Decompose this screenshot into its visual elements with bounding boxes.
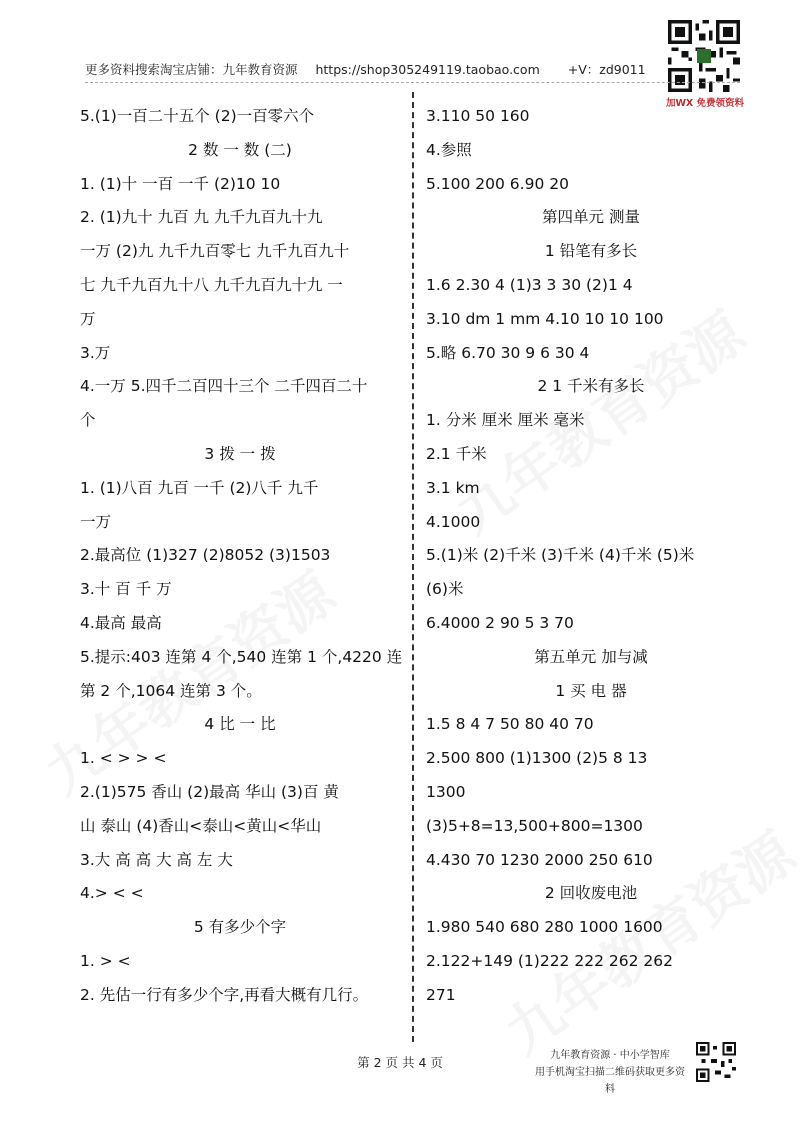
answer-line: (3)5+8=13,500+800=1300 <box>426 816 643 835</box>
answer-line: 1.5 8 4 7 50 80 40 70 <box>426 715 594 734</box>
answer-line: 1300 <box>426 782 466 801</box>
answer-line: 山 泰山 (4)香山<泰山<黄山<华山 <box>80 816 322 835</box>
answer-line: 4.一万 5.四千二百四十三个 二千四百二十 <box>80 377 368 396</box>
answer-line: 万 <box>80 309 96 328</box>
answer-line: 3.1 km <box>426 478 480 497</box>
answer-line: 1. 分米 厘米 厘米 毫米 <box>426 411 585 430</box>
small-qr-code-icon <box>696 1042 736 1082</box>
section-heading: 3 拨 一 拨 <box>204 444 276 463</box>
footer-note-line1: 九年教育资源 · 中小学智库 <box>550 1050 670 1061</box>
answer-line: 6.4000 2 90 5 3 70 <box>426 613 574 632</box>
section-heading: 第四单元 测量 <box>542 208 640 227</box>
answer-line: 2.1 千米 <box>426 444 487 463</box>
section-heading: 2 回收废电池 <box>544 884 638 903</box>
answer-line: 2.最高位 (1)327 (2)8052 (3)1503 <box>80 546 331 565</box>
left-column <box>80 100 403 1013</box>
footer-note-line2: 用手机淘宝扫描二维码获取更多资料 <box>535 1067 685 1095</box>
section-heading: 1 铅笔有多长 <box>544 242 638 261</box>
section-heading: 2 1 千米有多长 <box>537 377 645 396</box>
answer-line: 3.10 dm 1 mm 4.10 10 10 100 <box>426 309 664 328</box>
answer-line: 一万 <box>80 512 112 531</box>
answer-line: 2.122+149 (1)222 222 262 262 <box>426 951 673 970</box>
answer-line: 个 <box>80 411 96 430</box>
header-shop-text: 更多资料搜索淘宝店铺：九年教育资源 <box>85 62 298 77</box>
answer-line: 1. (1)八百 九百 一千 (2)八千 九千 <box>80 478 319 497</box>
qr-caption: 加WX 免费领资料 <box>665 98 745 109</box>
header-url-link[interactable]: https://shop305249119.taobao.com <box>315 62 540 77</box>
footer-note <box>535 1047 685 1098</box>
answer-line: 2.(1)575 香山 (2)最高 华山 (3)百 黄 <box>80 782 339 801</box>
column-divider <box>412 92 414 1042</box>
section-heading: 5 有多少个字 <box>193 918 287 937</box>
answer-line: 1. > < <box>80 951 131 970</box>
answer-line: 3.万 <box>80 343 111 362</box>
answer-line: 4.1000 <box>426 512 481 531</box>
answer-line: 4.最高 最高 <box>80 613 162 632</box>
answer-line: 第 2 个,1064 连第 3 个。 <box>80 681 262 700</box>
answer-line: 4.430 70 1230 2000 250 610 <box>426 850 653 869</box>
answer-line: 4.参照 <box>426 140 472 159</box>
answer-line: 3.大 高 高 大 高 左 大 <box>80 850 233 869</box>
answer-line: 271 <box>426 985 456 1004</box>
page-header <box>85 60 646 78</box>
answer-line: 1. (1)十 一百 一千 (2)10 10 <box>80 174 281 193</box>
section-heading: 1 买 电 器 <box>555 681 627 700</box>
answer-line: 七 九千九百九十八 九千九百九十九 一 <box>80 275 343 294</box>
answer-line: 1.980 540 680 280 1000 1600 <box>426 918 663 937</box>
answer-line: 3.十 百 千 万 <box>80 580 172 599</box>
section-heading: 第五单元 加与减 <box>534 647 648 666</box>
answer-line: 2.500 800 (1)1300 (2)5 8 13 <box>426 749 648 768</box>
answer-line: 1.6 2.30 4 (1)3 3 30 (2)1 4 <box>426 275 633 294</box>
answer-line: 1. < > > < <box>80 749 167 768</box>
answer-line: 4.> < < <box>80 884 144 903</box>
answer-line: 一万 (2)九 九千九百零七 九千九百九十 <box>80 242 350 261</box>
answer-line: 5.提示:403 连第 4 个,540 连第 1 个,4220 连 <box>80 647 403 666</box>
answer-line: 3.110 50 160 <box>426 107 530 125</box>
answer-line: 5.略 6.70 30 9 6 30 4 <box>426 343 590 362</box>
section-heading: 2 数 一 数 (二) <box>188 140 292 159</box>
answer-line: 5.(1)一百二十五个 (2)一百零六个 <box>80 107 315 125</box>
answer-line: (6)米 <box>426 580 464 599</box>
page-number: 第 2 页 共 4 页 <box>357 1055 443 1070</box>
header-contact: +V：zd9011 <box>567 62 646 77</box>
right-column <box>426 100 756 1013</box>
answer-line: 5.(1)米 (2)千米 (3)千米 (4)千米 (5)米 <box>426 546 695 565</box>
answer-line: 5.100 200 6.90 20 <box>426 174 569 193</box>
answer-line: 2. 先估一行有多少个字,再看大概有几行。 <box>80 985 369 1004</box>
header-divider <box>85 82 740 83</box>
section-heading: 4 比 一 比 <box>204 715 276 734</box>
answer-line: 2. (1)九十 九百 九 九千九百九十九 <box>80 208 323 227</box>
